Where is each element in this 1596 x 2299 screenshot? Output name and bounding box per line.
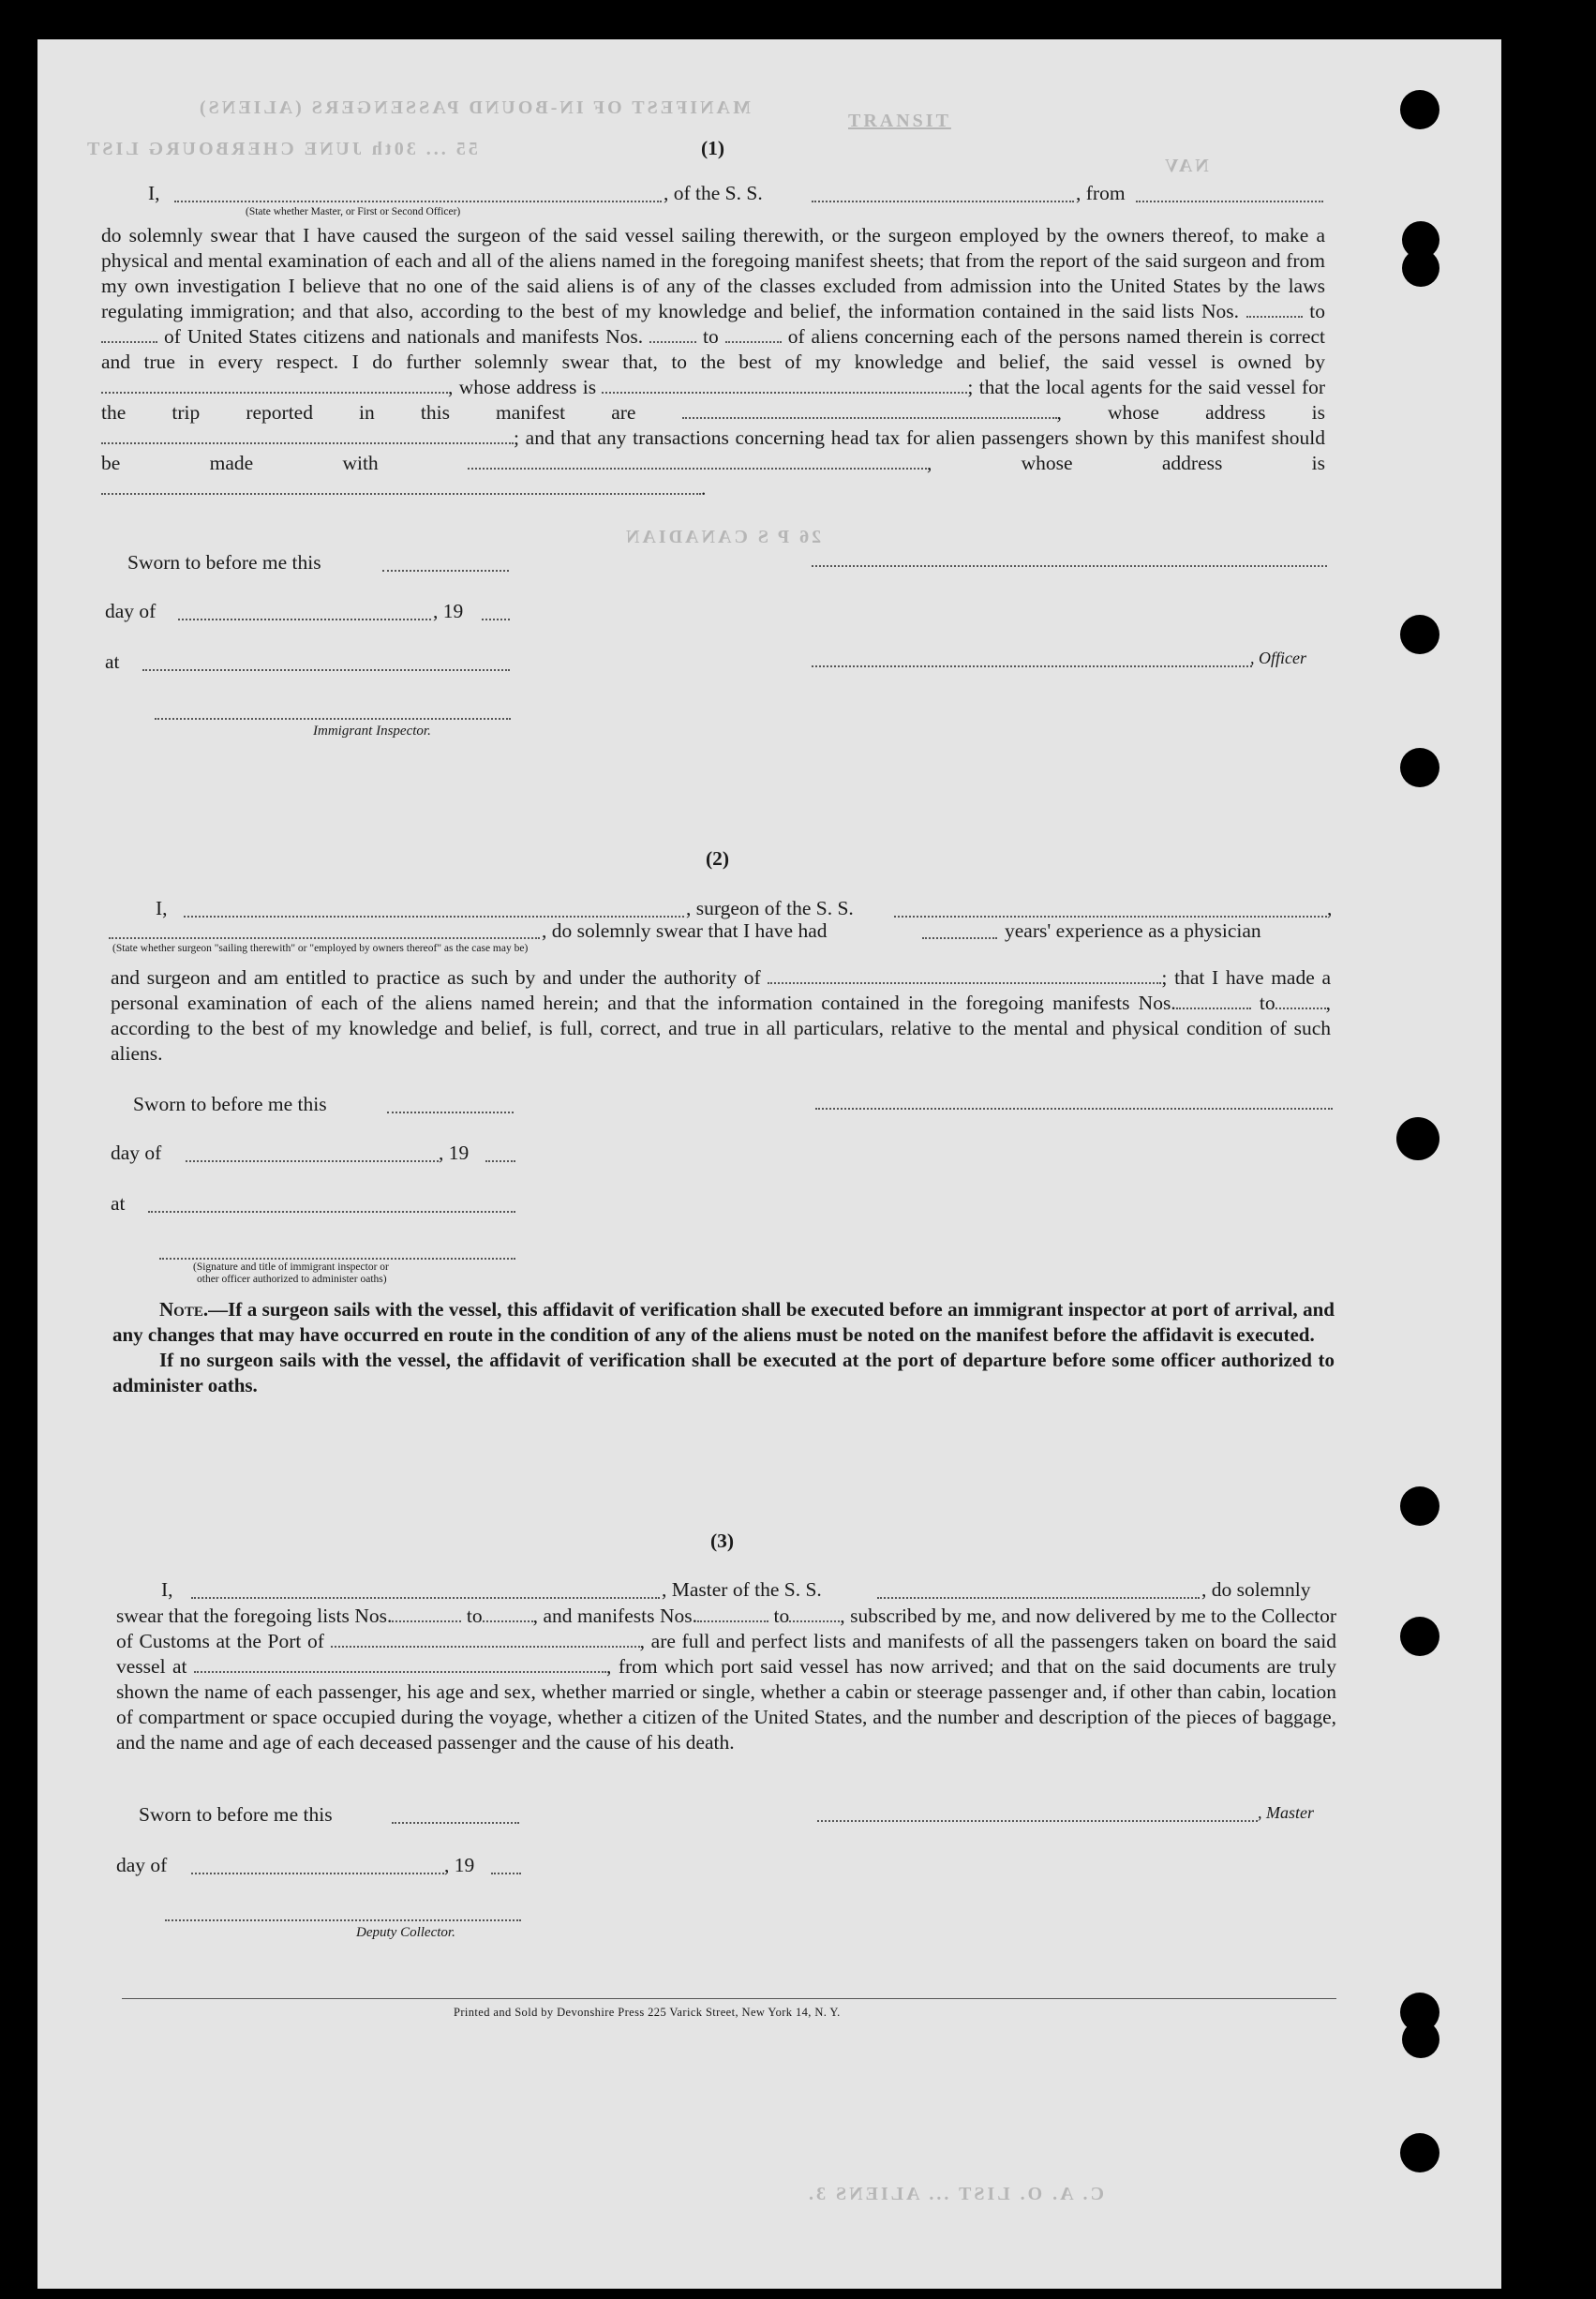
section-3-number: (3) (710, 1530, 735, 1552)
s2-comma: , (1327, 897, 1333, 919)
note-label: Note. (159, 1298, 209, 1321)
section-1-number: (1) (701, 137, 725, 159)
s2-i-label: I, (156, 897, 168, 919)
s3-month-field[interactable] (191, 1873, 444, 1874)
s1-day-of-label: day of (105, 600, 157, 622)
binder-hole (1400, 1617, 1439, 1656)
printer-imprint: Printed and Sold by Devonshire Press 225 Varick Street, New York 14, N. Y. (454, 2006, 841, 2019)
s2-place-field[interactable] (148, 1211, 515, 1213)
s1-of-ss-label: , of the S. S. (664, 182, 763, 204)
s3-year-label: , 19 (444, 1854, 475, 1876)
s1-year-label: , 19 (433, 600, 464, 622)
officer-name-field[interactable] (174, 201, 662, 202)
s1-place-field[interactable] (142, 669, 510, 671)
show-through-header-row: 55 ... 30th JUNE CHERBOURG LIST (84, 139, 478, 159)
officer-caption: , Officer (1250, 649, 1306, 667)
from-port-field[interactable] (1136, 201, 1323, 202)
s2-signature-caption-2: other officer authorized to administer oaths) (197, 1274, 387, 1285)
officer-signature-line[interactable] (812, 665, 1252, 667)
s2-body: and surgeon and am entitled to practice as such by and under the authority of ; that I have made a personal examination of each of the aliens named herein; and that the information contained in the foregoing manifests Nos. to , according to the best of my knowledge and belief, is full, correct, and true in all particulars, relative to the mental and physical condition of such aliens. (111, 966, 1332, 1065)
surgeon-status-field[interactable] (109, 937, 540, 939)
ship-name-field-3[interactable] (877, 1597, 1200, 1599)
s3-i-label: I, (161, 1578, 173, 1601)
binder-hole (1396, 1117, 1439, 1160)
binder-hole (1400, 748, 1439, 787)
s1-sworn-day-field[interactable] (382, 570, 509, 572)
s2-swear-label: , do solemnly swear that I have had (542, 919, 828, 942)
s1-at-label: at (105, 650, 120, 673)
s1-year-field[interactable] (482, 619, 510, 620)
show-through-nav: NAV (1162, 156, 1209, 176)
s3-master-of-label: , Master of the S. S. (662, 1578, 822, 1601)
s2-authority-signature-line[interactable] (159, 1258, 515, 1260)
surgeon-status-note: (State whether surgeon "sailing therewith" or "employed by owners thereof" as the case may be) (112, 943, 529, 954)
surgeon-note: Note.—If a surgeon sails with the vessel, this affidavit of verification shall be executed before an immigrant inspector at port of arrival, and any changes that may have occurred en route in the condition of any of the aliens must be noted on the manifest before the affidavit is executed. If no surgeon sails with the vessel, the affidavit of verification shall be executed at the port of departure before some officer authorized to administer oaths. (112, 1298, 1335, 1396)
inspector-caption: Immigrant Inspector. (313, 724, 431, 739)
show-through-ship: 26 P S CANADIAN (623, 527, 822, 547)
binder-hole (1400, 90, 1439, 129)
s1-month-field[interactable] (178, 619, 431, 620)
s2-at-label: at (111, 1192, 126, 1215)
binder-hole (1400, 1486, 1439, 1526)
officer-rank-note: (State whether Master, or First or Second Officer) (246, 206, 461, 217)
s2-month-field[interactable] (186, 1160, 439, 1162)
s3-sworn-label: Sworn to before me this (139, 1803, 333, 1826)
s2-signature-caption-1: (Signature and title of immigrant inspector or (193, 1261, 389, 1273)
show-through-bottom: C. A. O. LIST ... ALIENS 3. (806, 2184, 1104, 2204)
show-through-title: MANIFEST OF IN-BOUND PASSENGERS (ALIENS) (197, 97, 751, 118)
s2-day-of-label: day of (111, 1142, 162, 1164)
binder-hole (1402, 2021, 1439, 2058)
master-name-field[interactable] (191, 1597, 660, 1599)
show-through-transit: TRANSIT (848, 111, 951, 131)
ship-name-field-2[interactable] (894, 916, 1327, 918)
surgeon-name-field[interactable] (184, 916, 684, 918)
footer-rule (122, 1998, 1336, 1999)
s3-sworn-day-field[interactable] (392, 1822, 519, 1824)
s1-from-label: , from (1076, 182, 1126, 204)
s2-year-label: , 19 (439, 1142, 470, 1164)
s3-year-field[interactable] (491, 1873, 521, 1874)
collector-caption: Deputy Collector. (356, 1925, 455, 1940)
s1-i-label: I, (148, 182, 160, 204)
ship-name-field-1[interactable] (812, 201, 1074, 202)
s3-solemnly-label: , do solemnly (1201, 1578, 1311, 1601)
s3-body: swear that the foregoing lists Nos. to , and manifests Nos. to , subscribed by me, and now delivered by me to the Collector of Customs at the Port of , are full and perfect lists and manifests of all the passengers taken on board the said vessel at , from which port said vessel has now arrived; and that on the said documents are truly shown the name of each passenger, his age and sex, whether married or single, whether a cabin or steerage passenger and, if other than cabin, location of compartment or space occupied during the voyage, whether a citizen of the United States, and the number and description of the pieces of baggage, and the name and age of each deceased passenger and the cause of his death. (116, 1605, 1337, 1754)
years-experience-field[interactable] (922, 937, 997, 939)
collector-signature-line[interactable] (165, 1919, 521, 1921)
binder-hole (1400, 2133, 1439, 2172)
inspector-signature-line[interactable] (155, 718, 511, 720)
s3-day-of-label: day of (116, 1854, 168, 1876)
s2-years-label: years' experience as a physician (1005, 919, 1261, 942)
s1-sworn-label: Sworn to before me this (127, 551, 321, 574)
s2-sworn-label: Sworn to before me this (133, 1093, 327, 1115)
master-caption: , Master (1258, 1803, 1314, 1822)
surgeon-signature-line[interactable] (815, 1108, 1333, 1110)
s2-surgeon-of-label: , surgeon of the S. S. (686, 897, 854, 919)
s2-year-field[interactable] (485, 1160, 515, 1162)
s2-sworn-day-field[interactable] (387, 1112, 514, 1113)
s1-right-signature-line[interactable] (812, 565, 1327, 567)
binder-hole (1400, 615, 1439, 654)
master-signature-line[interactable] (817, 1820, 1258, 1822)
s1-body: do solemnly swear that I have caused the surgeon of the said vessel sailing therewith, or the surgeon employed by the owners thereof, to make a physical and mental examination of each and all of the aliens named in the foregoing manifest sheets; that from the report of the said surgeon and from my own investigation I believe that no one of the said aliens is of any of the classes excluded from admission into the United States by the laws regulating immigration; and that also, according to the best of my knowledge and belief, the information contained in the said lists Nos. to of United States citizens and nationals and manifests Nos. to of aliens concerning each of the persons named therein is correct and true in every respect. I do further solemnly swear that, to the best of my knowledge and belief, the said vessel is owned by , whose address is ; that the local agents for the said vessel for the trip reported in this manifest are , whose address is ; and that any transactions concerning head tax for alien passengers shown by this manifest should be made with , whose address is . (101, 224, 1326, 500)
section-2-number: (2) (706, 847, 730, 870)
binder-hole (1402, 249, 1439, 287)
